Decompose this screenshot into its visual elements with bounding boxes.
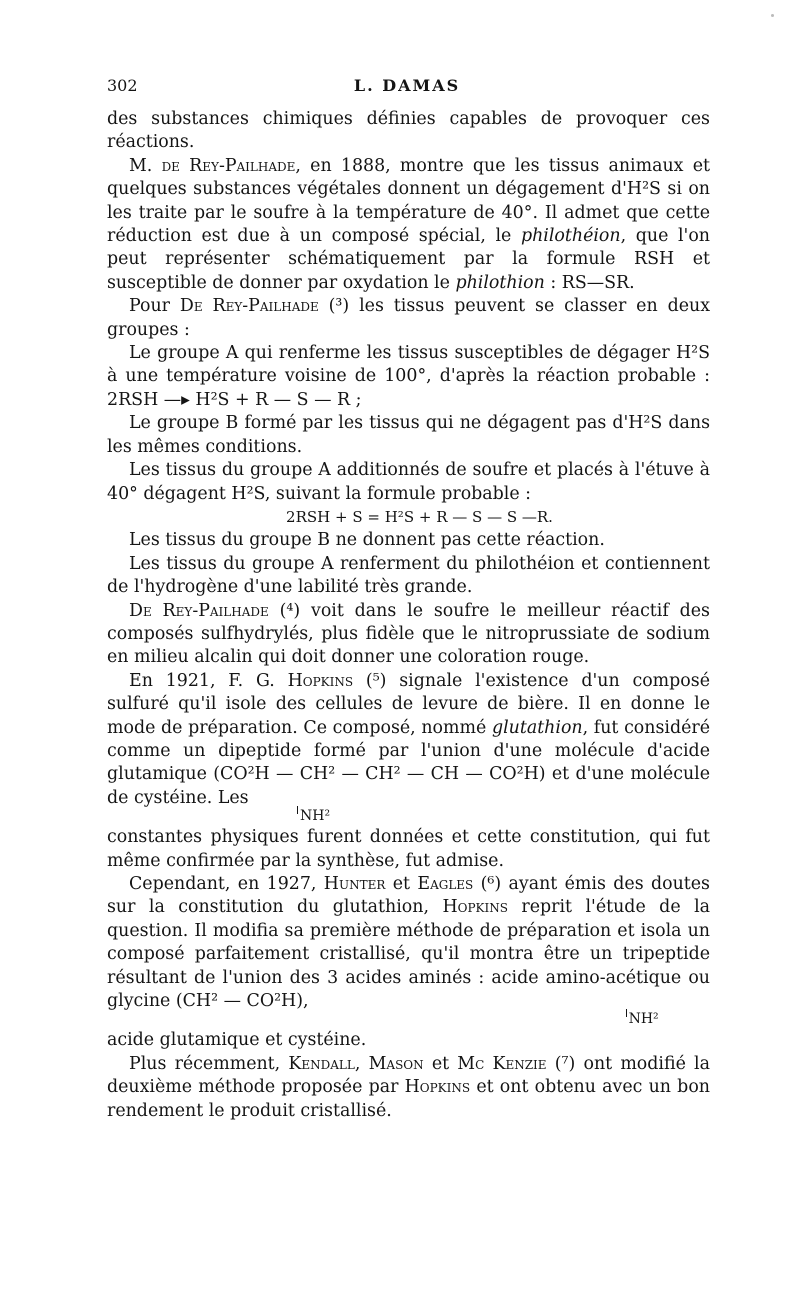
italic-term: philothéion bbox=[520, 226, 621, 247]
paragraph-acids: acide glutamique et cystéine. bbox=[107, 1030, 367, 1051]
author-name: Hunter bbox=[323, 874, 386, 894]
text-segment: reprit l'étude de la question. Il modifia sa première méthode de préparation et isola un composé parfaitement cristallisé, qu'il montra être un tripeptide résultant de l'union des 3 acides aminés : acide amino-acétique ou glycine (CH² — CO²H), bbox=[107, 897, 710, 1012]
text-segment: (⁶) ayant émis des doutes sur la constitution du glutathion, bbox=[107, 874, 710, 918]
paragraph-kendall bbox=[107, 1053, 710, 1123]
paragraph-philotheion: Les tissus du groupe A renferment du philothéion et contiennent de l'hydrogène d'une labilité très grande. bbox=[107, 553, 710, 598]
text-segment: (⁴) voit dans le soufre le meilleur réactif des composés sulfhydrylés, plus fidèle que le nitroprussiate de sodium en milieu alcalin qui doit donner une coloration rouge. bbox=[107, 600, 710, 668]
author-name: Mason bbox=[368, 1053, 424, 1074]
paragraph-group-a-sulfur: Les tissus du groupe A additionnés de soufre et placés à l'étuve à 40° dégagent H²S, suivant la formule probable : bbox=[107, 460, 710, 504]
text-segment: (³) les tissus peuvent se classer en deux groupes : bbox=[107, 296, 710, 340]
paragraph-hopkins-1921 bbox=[107, 670, 710, 810]
text-segment: , bbox=[354, 1053, 369, 1074]
page-speck bbox=[771, 14, 774, 17]
paragraph-group-b: Le groupe B formé par les tissus qui ne dégagent pas d'H²S dans les mêmes conditions. bbox=[107, 413, 710, 457]
formula-subscript-text: NH² bbox=[300, 808, 331, 825]
text-segment: En 1921, F. G. bbox=[129, 670, 288, 691]
author-name: Mc Kenzie bbox=[457, 1053, 547, 1074]
text-segment: (⁵) signale l'existence d'un composé sulfuré qu'il isole des cellules de levure de bière. Il en donne le mode de préparation. Ce composé, nommé bbox=[107, 670, 710, 738]
bond-line bbox=[297, 806, 298, 814]
text-segment: Cependant, en 1927, bbox=[129, 874, 324, 894]
paragraph-rey-pailhade-1888 bbox=[107, 155, 710, 295]
formula-subscript-text: NH² bbox=[628, 1011, 659, 1028]
paragraph-hunter-eagles bbox=[107, 873, 710, 1013]
page-header bbox=[107, 72, 707, 100]
author-name: Hopkins bbox=[404, 1077, 471, 1098]
text-segment: , en 1888, montre que les tissus animaux et quelques substances végétales donnent un dégagement d'H²S si on les traite par le soufre à la température de 40°. Il admet que cette réduction est due à un composé spécial, le bbox=[107, 155, 710, 247]
author-name: Kendall bbox=[288, 1053, 355, 1074]
paragraph-constants: constantes physiques furent données et cette constitution, qui fut même confirmée par la synthèse, fut admise. bbox=[107, 827, 710, 871]
text-segment: M. bbox=[129, 155, 162, 176]
text-segment: , que l'on peut représenter schématiquement par la formule RSH et susceptible de donner par oxydation le bbox=[107, 226, 710, 293]
author-name: De Rey-Pailhade bbox=[129, 600, 269, 621]
bond-line bbox=[626, 1009, 627, 1017]
text-segment: : RS—SR. bbox=[544, 272, 635, 293]
text-segment: Pour bbox=[129, 296, 180, 317]
author-name: Hopkins bbox=[442, 897, 508, 918]
body-text bbox=[107, 108, 710, 1123]
text-segment: et bbox=[423, 1053, 458, 1074]
page-number: 302 bbox=[107, 76, 138, 95]
paragraph-group-b-result: Les tissus du groupe B ne donnent pas cette réaction. bbox=[129, 530, 605, 551]
paragraph-group-a: Le groupe A qui renferme les tissus susceptibles de dégager H²S à une température voisine de 100°, d'après la réaction probable : 2RSH —▸ H²S + R — S — R ; bbox=[107, 343, 710, 410]
italic-term: philothion bbox=[455, 272, 545, 293]
text-segment: , fut considéré comme un dipeptide formé par l'union d'une molécule d'acide glutamique (CO²H — CH² — CH² — CH — CO²H) et d'une molécule de cystéine. Les bbox=[107, 717, 710, 808]
reaction-equation: 2RSH + S = H²S + R — S — S —R. bbox=[286, 507, 553, 526]
author-name: De Rey-Pailhade bbox=[179, 296, 319, 317]
author-name: Hopkins bbox=[287, 670, 354, 691]
text-segment: et bbox=[385, 874, 418, 894]
text-segment: (⁷) ont modifié la deuxième méthode proposée par bbox=[107, 1053, 710, 1098]
paragraph-groups bbox=[107, 295, 710, 342]
text-segment: Plus récemment, bbox=[129, 1053, 289, 1074]
author-name: Eagles bbox=[417, 874, 474, 894]
paragraph-reagent bbox=[107, 600, 710, 670]
author-name: de Rey-Pailhade bbox=[161, 155, 296, 176]
text-segment: et ont obtenu avec un bon rendement le produit cristallisé. bbox=[107, 1077, 710, 1121]
italic-term: glutathion bbox=[491, 717, 583, 738]
paragraph-continuation: des substances chimiques définies capables de provoquer ces réactions. bbox=[107, 109, 710, 153]
running-title: L. DAMAS bbox=[353, 76, 461, 95]
